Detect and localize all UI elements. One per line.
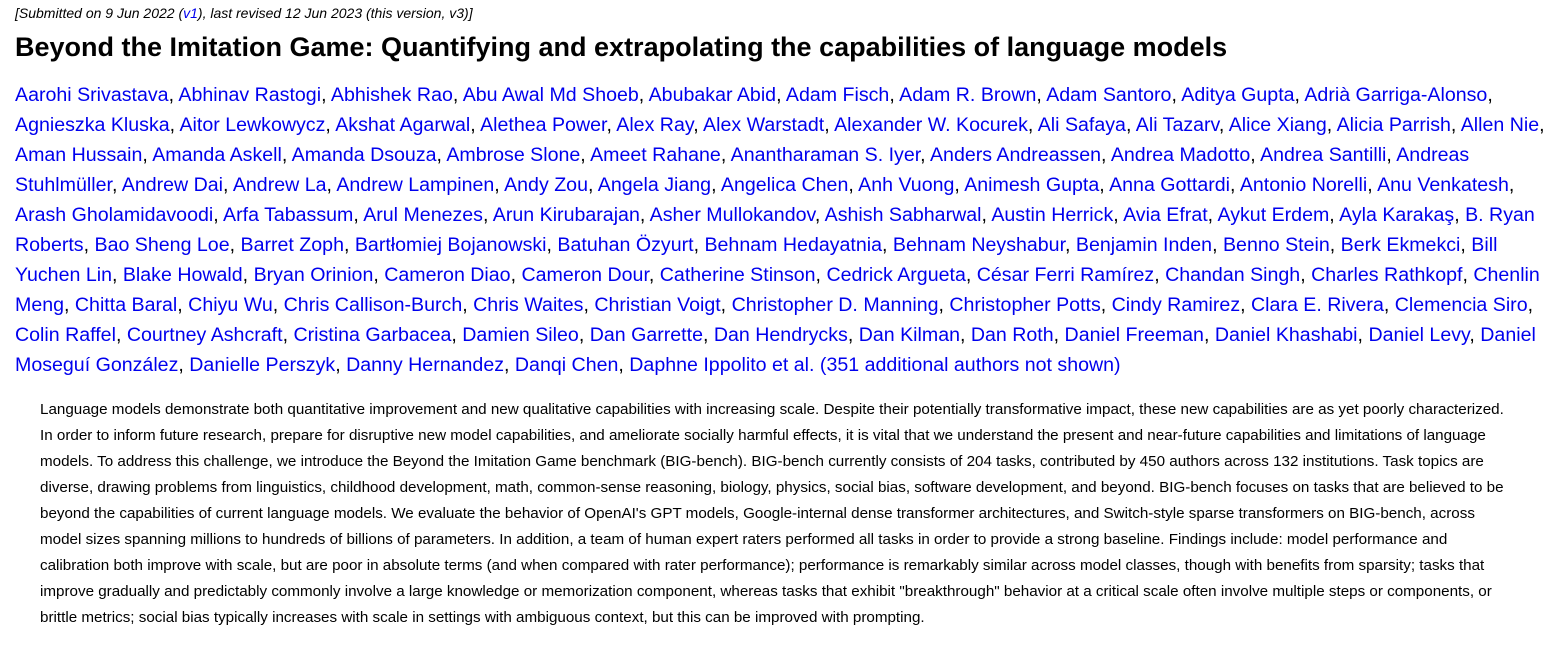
author-link[interactable]: Avia Efrat — [1123, 204, 1208, 226]
author-link[interactable]: Andrew Lampinen — [336, 174, 495, 196]
author-link[interactable]: Cedrick Argueta — [826, 264, 966, 286]
author-link[interactable]: Berk Ekmekci — [1340, 234, 1461, 256]
author-link[interactable]: B. Ryan Roberts — [15, 204, 1535, 256]
author-link[interactable]: Alexander W. Kocurek — [834, 114, 1028, 136]
author-link[interactable]: Ambrose Slone — [446, 144, 581, 166]
author-link[interactable]: Alex Warstadt — [703, 114, 825, 136]
author-link[interactable]: Ali Tazarv — [1135, 114, 1219, 136]
author-link[interactable]: Antonio Norelli — [1239, 174, 1368, 196]
author-link[interactable]: Christian Voigt — [594, 294, 721, 316]
author-link[interactable]: Bartłomiej Bojanowski — [354, 234, 547, 256]
author-link[interactable]: Chris Callison-Burch — [283, 294, 463, 316]
author-link[interactable]: Aykut Erdem — [1217, 204, 1330, 226]
author-link[interactable]: Cindy Ramirez — [1111, 294, 1241, 316]
author-link[interactable]: Clemencia Siro — [1394, 294, 1528, 316]
author-link[interactable]: Bao Sheng Loe — [94, 234, 230, 256]
author-link[interactable]: Animesh Gupta — [964, 174, 1100, 196]
author-link[interactable]: Cameron Diao — [384, 264, 511, 286]
paper-title: Beyond the Imitation Game: Quantifying and extrapolating the capabilities of language models — [15, 32, 1228, 62]
author-link[interactable]: Cristina Garbacea — [293, 324, 452, 346]
author-link[interactable]: Alicia Parrish — [1336, 114, 1451, 136]
author-link[interactable]: Akshat Agarwal — [335, 114, 471, 136]
author-link[interactable]: Arun Kirubarajan — [492, 204, 640, 226]
author-link[interactable]: Ashish Sabharwal — [824, 204, 982, 226]
author-link[interactable]: Chandan Singh — [1165, 264, 1301, 286]
author-link[interactable]: Adrià Garriga-Alonso — [1304, 84, 1488, 106]
author-link[interactable]: Aitor Lewkowycz — [179, 114, 326, 136]
author-link[interactable]: Daniel Freeman — [1064, 324, 1204, 346]
author-link[interactable]: Amanda Askell — [152, 144, 282, 166]
author-link[interactable]: Bryan Orinion — [253, 264, 374, 286]
author-link[interactable]: Benno Stein — [1222, 234, 1330, 256]
author-link[interactable]: Catherine Stinson — [659, 264, 816, 286]
author-link[interactable]: Bill Yuchen Lin — [15, 234, 1498, 286]
author-link[interactable]: Daphne Ippolito — [629, 354, 767, 376]
author-link[interactable]: Benjamin Inden — [1075, 234, 1213, 256]
author-link[interactable]: Daniel Khashabi — [1214, 324, 1358, 346]
author-link[interactable]: Anh Vuong — [858, 174, 955, 196]
author-link[interactable]: Andrea Santilli — [1260, 144, 1387, 166]
author-link[interactable]: Damien Sileo — [462, 324, 579, 346]
author-link[interactable]: Abhishek Rao — [330, 84, 453, 106]
author-link[interactable]: Abu Awal Md Shoeb — [462, 84, 639, 106]
author-link[interactable]: Alethea Power — [480, 114, 607, 136]
author-link[interactable]: Colin Raffel — [15, 324, 116, 346]
author-link[interactable]: Courtney Ashcraft — [126, 324, 283, 346]
author-link[interactable]: Angela Jiang — [597, 174, 712, 196]
author-link[interactable]: Adam Santoro — [1046, 84, 1172, 106]
abstract: Language models demonstrate both quantitative improvement and new qualitative capabilities with increasing scale. Despite their potentially transformative impact, these new capabilities are as yet poorly characterized. In order to inform future research, prepare for disruptive new model capabilities, and ameliorate socially harmful effects, it is vital that we understand the present and near-future capabilities and limitations of language models. To address this challenge, we introduce the Beyond the Imitation Game benchmark (BIG-bench). BIG-bench currently consists of 204 tasks, contributed by 450 authors across 132 institutions. Task topics are diverse, drawing problems from linguistics, childhood development, math, common-sense reasoning, biology, physics, social bias, software development, and beyond. BIG-bench focuses on tasks that are believed to be beyond the capabilities of current language models. We evaluate the behavior of OpenAI's GPT models, Google-internal dense transformer architectures, and Switch-style sparse transformers on BIG-bench, across model sizes spanning millions to hundreds of billions of parameters. In addition, a team of human expert raters performed all tasks in order to provide a strong baseline. Findings include: model performance and calibration both improve with scale, but are poor in absolute terms (and when compared with rater performance); performance is remarkably similar across model classes, though with benefits from sparsity; tasks that improve gradually and predictably commonly involve a large knowledge or memorization component, whereas tasks that exhibit "breakthrough" behavior at a critical scale often involve multiple steps or components, or brittle metrics; social bias typically increases with scale in settings with ambiguous context, but this can be improved with prompting. — [40, 401, 1504, 626]
dateline-suffix: ), last revised 12 Jun 2023 (this version, v3)] — [197, 5, 473, 21]
author-link[interactable]: Daniel Moseguí González — [15, 324, 1536, 376]
author-link[interactable]: Abhinav Rastogi — [178, 84, 322, 106]
author-link[interactable]: Chenlin Meng — [15, 264, 1540, 316]
author-link[interactable]: Anders Andreassen — [929, 144, 1101, 166]
version-1-link[interactable]: v1 — [183, 5, 198, 21]
author-link[interactable]: Aman Hussain — [15, 144, 143, 166]
author-link[interactable]: Arash Gholamidavoodi — [15, 204, 214, 226]
author-link[interactable]: Alex Ray — [616, 114, 694, 136]
author-link[interactable]: Alice Xiang — [1228, 114, 1327, 136]
author-link[interactable]: Anantharaman S. Iyer — [730, 144, 921, 166]
author-link[interactable]: Chiyu Wu — [188, 294, 273, 316]
author-list: Aarohi Srivastava, Abhinav Rastogi, Abhishek Rao, Abu Awal Md Shoeb, Abubakar Abid, Adam Fisch, Adam R. Brown, Adam Santoro, Aditya Gupta, Adrià Garriga-Alonso, Agnieszka Kluska, Aitor Lewkowycz, Akshat Agarwal, Alethea Power, Alex Ray, Alex Warstadt, Alexander W. Kocurek, Ali Safaya, Ali Tazarv, Alice Xiang, Alicia Parrish, Allen Nie, Aman Hussain, Amanda Askell, Amanda Dsouza, Ambrose Slone, Ameet Rahane, Anantharaman S. Iyer, Anders Andreassen, Andrea Madotto, Andrea Santilli, Andreas Stuhlmüller, Andrew Dai, Andrew La, Andrew Lampinen, Andy Zou, Angela Jiang, Angelica Chen, Anh Vuong, Animesh Gupta, Anna Gottardi, Antonio Norelli, Anu Venkatesh, Arash Gholamidavoodi, Arfa Tabassum, Arul Menezes, Arun Kirubarajan, Asher Mullokandov, Ashish Sabharwal, Austin Herrick, Avia Efrat, Aykut Erdem, Ayla Karakaş, B. Ryan Roberts, Bao Sheng Loe, Barret Zoph, Bartłomiej Bojanowski, Batuhan Özyurt, Behnam Hedayatnia, Behnam Neyshabur, Benjamin Inden, Benno Stein, Berk Ekmekci, Bill Yuchen Lin, Blake Howald, Bryan Orinion, Cameron Diao, Cameron Dour, Catherine Stinson, Cedrick Argueta, César Ferri Ramírez, Chandan Singh, Charles Rathkopf, Chenlin Meng, Chitta Baral, Chiyu Wu, Chris Callison-Burch, Chris Waites, Christian Voigt, Christopher D. Manning, Christopher Potts, Cindy Ramirez, Clara E. Rivera, Clemencia Siro, Colin Raffel, Courtney Ashcraft, Cristina Garbacea, Damien Sileo, Dan Garrette, Dan Hendrycks, Dan Kilman, Dan Roth, Daniel Freeman, Daniel Khashabi, Daniel Levy, Daniel Moseguí González, Danielle Perszyk, Danny Hernandez, Danqi Chen, Daphne Ippolito et al. (351 additional authors not shown) — [15, 84, 1545, 376]
author-link[interactable]: Dan Kilman — [858, 324, 960, 346]
author-link[interactable]: Charles Rathkopf — [1311, 264, 1463, 286]
author-link[interactable]: Dan Garrette — [589, 324, 703, 346]
author-link[interactable]: Daniel Levy — [1368, 324, 1470, 346]
author-link[interactable]: Arfa Tabassum — [223, 204, 354, 226]
author-link[interactable]: Arul Menezes — [363, 204, 483, 226]
author-link[interactable]: Batuhan Özyurt — [557, 234, 694, 256]
author-link[interactable]: Dan Roth — [970, 324, 1054, 346]
author-link[interactable]: Danielle Perszyk — [189, 354, 336, 376]
author-link[interactable]: Adam R. Brown — [899, 84, 1037, 106]
author-link[interactable]: Allen Nie — [1460, 114, 1540, 136]
author-link[interactable]: Aarohi Srivastava — [15, 84, 169, 106]
author-link[interactable]: Behnam Neyshabur — [892, 234, 1066, 256]
author-link[interactable]: Amanda Dsouza — [291, 144, 437, 166]
author-link[interactable]: Agnieszka Kluska — [15, 114, 170, 136]
author-link[interactable]: Blake Howald — [122, 264, 243, 286]
author-link[interactable]: Cameron Dour — [521, 264, 649, 286]
author-link[interactable]: Anna Gottardi — [1109, 174, 1230, 196]
author-link[interactable]: Angelica Chen — [720, 174, 849, 196]
author-link[interactable]: Danqi Chen — [514, 354, 619, 376]
author-link[interactable]: Dan Hendrycks — [713, 324, 848, 346]
author-link[interactable]: Danny Hernandez — [346, 354, 505, 376]
author-link[interactable]: Austin Herrick — [991, 204, 1114, 226]
author-link[interactable]: Andreas Stuhlmüller — [15, 144, 1470, 196]
submission-dateline — [15, 5, 473, 21]
author-link[interactable]: Anu Venkatesh — [1377, 174, 1509, 196]
author-link[interactable]: Andrew Dai — [121, 174, 224, 196]
author-link[interactable]: Chris Waites — [473, 294, 584, 316]
dateline-prefix: [Submitted on 9 Jun 2022 ( — [15, 5, 184, 21]
author-link[interactable]: Abubakar Abid — [648, 84, 777, 106]
author-link[interactable]: Ali Safaya — [1037, 114, 1126, 136]
author-link[interactable]: Ayla Karakaş — [1339, 204, 1455, 226]
author-link[interactable]: Andrea Madotto — [1110, 144, 1251, 166]
author-link[interactable]: Andrew La — [232, 174, 327, 196]
author-link[interactable]: Aditya Gupta — [1181, 84, 1295, 106]
author-link[interactable]: Barret Zoph — [240, 234, 344, 256]
author-link[interactable]: Adam Fisch — [785, 84, 890, 106]
author-link[interactable]: Ameet Rahane — [590, 144, 721, 166]
author-link[interactable]: César Ferri Ramírez — [976, 264, 1155, 286]
author-link[interactable]: Clara E. Rivera — [1251, 294, 1384, 316]
author-link[interactable]: Behnam Hedayatnia — [704, 234, 883, 256]
author-link[interactable]: Asher Mullokandov — [649, 204, 815, 226]
more-authors-link[interactable]: et al. (351 additional authors not shown) — [772, 354, 1121, 376]
author-link[interactable]: Andy Zou — [504, 174, 588, 196]
author-link[interactable]: Christopher D. Manning — [731, 294, 939, 316]
author-link[interactable]: Christopher Potts — [949, 294, 1101, 316]
author-link[interactable]: Chitta Baral — [74, 294, 178, 316]
